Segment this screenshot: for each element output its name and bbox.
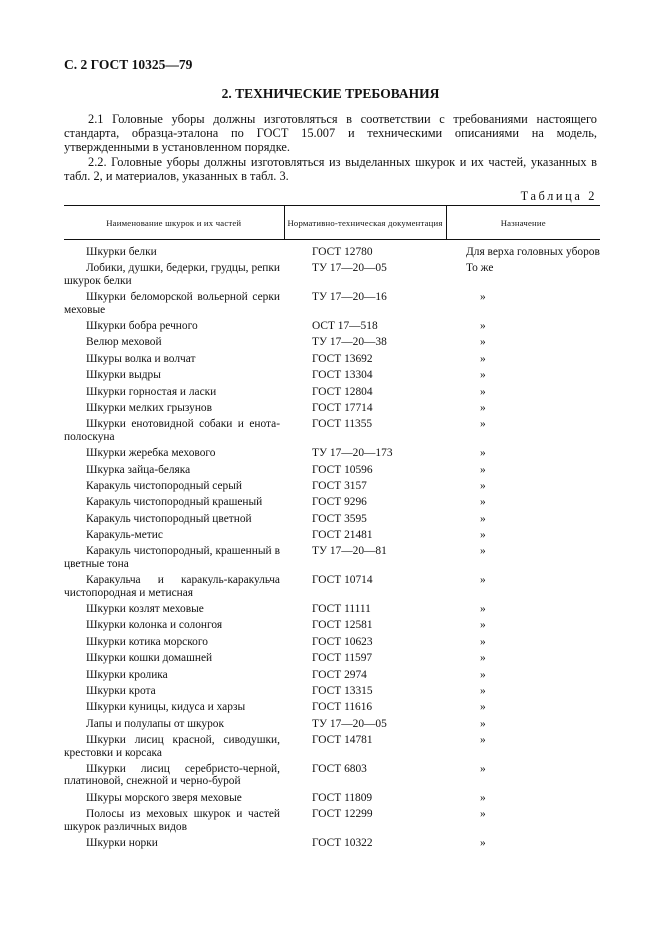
cell-material-name	[64, 494, 284, 510]
cell-documentation: ГОСТ 9296	[312, 496, 367, 509]
cell-material-name	[64, 601, 284, 617]
header-purpose: Назначение	[446, 206, 600, 240]
material-name-text: Шкурки мелких грызунов	[86, 401, 212, 414]
cell-purpose: »	[480, 652, 486, 665]
cell-documentation: ТУ 17—20—173	[312, 447, 393, 460]
table-row	[64, 835, 600, 851]
table-row	[64, 350, 600, 366]
table-row	[64, 683, 600, 699]
table-row	[64, 789, 600, 805]
cell-documentation: ТУ 17—20—05	[312, 717, 387, 730]
cell-documentation: ГОСТ 3595	[312, 512, 367, 525]
cell-documentation: ГОСТ 10623	[312, 635, 373, 648]
paragraph-2-2: 2.2. Головные уборы должны изготовляться из выделанных шкурок и их частей, указанных в табл. 2, и материалов, указанных в табл. 3.	[64, 155, 597, 184]
cell-documentation: ГОСТ 12581	[312, 619, 373, 632]
material-name-text: Каракульча и каракуль-каракульча чистопородная и метисная	[64, 574, 280, 599]
material-name-text: Каракуль чистопородный цветной	[86, 512, 252, 525]
cell-documentation: ГОСТ 21481	[312, 529, 373, 542]
header-name: Наименование шкурок и их частей	[64, 206, 284, 240]
cell-purpose: »	[480, 791, 486, 804]
material-name-text: Шкуры морского зверя меховые	[86, 791, 242, 804]
material-name-text: Шкурки козлят меховые	[86, 603, 204, 616]
cell-purpose: »	[480, 463, 486, 476]
table-row	[64, 367, 600, 383]
table-row	[64, 318, 600, 334]
cell-material-name	[64, 650, 284, 666]
cell-purpose: »	[480, 808, 486, 821]
table-row	[64, 445, 600, 461]
cell-purpose: »	[480, 352, 486, 365]
material-name-text: Шкурки колонка и солонгоя	[86, 619, 223, 632]
table-row	[64, 510, 600, 526]
table-header-row	[64, 206, 600, 240]
cell-documentation: ТУ 17—20—81	[312, 545, 387, 558]
material-name-text: Шкурки норки	[86, 836, 158, 849]
cell-material-name	[64, 835, 284, 851]
cell-purpose: »	[480, 717, 486, 730]
cell-documentation: ГОСТ 3157	[312, 479, 367, 492]
cell-purpose: »	[480, 545, 486, 558]
cell-material-name	[64, 445, 284, 461]
cell-purpose: »	[480, 418, 486, 431]
material-name-text: Каракуль чистопородный крашеный	[86, 496, 263, 509]
table-row	[64, 617, 600, 633]
cell-documentation: ГОСТ 11111	[312, 603, 371, 616]
material-name-text: Шкурки выдры	[86, 369, 161, 382]
cell-material-name	[64, 350, 284, 366]
cell-material-name	[64, 543, 284, 572]
cell-purpose: »	[480, 385, 486, 398]
material-name-text: Шкурки енотовидной собаки и енота-полоскуна	[64, 418, 280, 443]
material-name-text: Шкурки котика морского	[86, 635, 208, 648]
cell-material-name	[64, 478, 284, 494]
cell-purpose: »	[480, 635, 486, 648]
material-name-text: Шкурки горностая и ласки	[86, 385, 217, 398]
table-row	[64, 461, 600, 477]
table-row	[64, 732, 600, 761]
material-name-text: Шкурки беломорской вольерной серки меховые	[64, 291, 280, 316]
table-row	[64, 543, 600, 572]
cell-material-name	[64, 289, 284, 318]
table-row	[64, 416, 600, 445]
table-caption: Таблица 2	[520, 189, 597, 203]
cell-material-name	[64, 416, 284, 445]
cell-material-name	[64, 510, 284, 526]
cell-documentation: ТУ 17—20—38	[312, 336, 387, 349]
cell-material-name	[64, 400, 284, 416]
material-name-text: Каракуль чистопородный, крашенный в цветные тона	[64, 545, 280, 570]
cell-purpose: »	[480, 319, 486, 332]
table-row	[64, 478, 600, 494]
material-name-text: Шкурки кошки домашней	[86, 652, 213, 665]
cell-documentation: ГОСТ 11355	[312, 418, 373, 431]
cell-material-name	[64, 666, 284, 682]
cell-purpose: »	[480, 603, 486, 616]
cell-purpose: »	[480, 619, 486, 632]
cell-documentation: ГОСТ 12804	[312, 385, 373, 398]
table-row	[64, 494, 600, 510]
cell-material-name	[64, 683, 284, 699]
cell-material-name	[64, 334, 284, 350]
page-header: С. 2 ГОСТ 10325—79	[64, 57, 193, 72]
material-name-text: Шкурки жеребка мехового	[86, 447, 216, 460]
cell-documentation: ГОСТ 17714	[312, 401, 373, 414]
table-row	[64, 334, 600, 350]
cell-purpose: »	[480, 479, 486, 492]
cell-purpose: »	[480, 496, 486, 509]
material-name-text: Шкурки белки	[86, 246, 157, 258]
cell-material-name	[64, 617, 284, 633]
cell-material-name	[64, 367, 284, 383]
table-row	[64, 601, 600, 617]
cell-purpose: »	[480, 734, 486, 747]
cell-material-name	[64, 789, 284, 805]
material-name-text: Полосы из меховых шкурок и частей шкурок различных видов	[64, 808, 280, 833]
cell-material-name	[64, 732, 284, 761]
section-title: 2. ТЕХНИЧЕСКИЕ ТРЕБОВАНИЯ	[221, 86, 440, 101]
cell-purpose: »	[480, 369, 486, 382]
cell-documentation: ГОСТ 11809	[312, 791, 373, 804]
cell-purpose: »	[480, 762, 486, 775]
cell-material-name	[64, 699, 284, 715]
cell-documentation: ТУ 17—20—05	[312, 262, 387, 275]
cell-purpose: »	[480, 447, 486, 460]
cell-purpose: »	[480, 529, 486, 542]
material-name-text: Велюр меховой	[86, 336, 162, 349]
cell-material-name	[64, 527, 284, 543]
cell-material-name	[64, 318, 284, 334]
cell-purpose: Для верха головных уборов	[466, 246, 600, 258]
table-row	[64, 666, 600, 682]
table-row	[64, 260, 600, 289]
cell-material-name	[64, 240, 284, 261]
cell-documentation: ТУ 17—20—16	[312, 291, 387, 304]
table-row	[64, 383, 600, 399]
table-body	[64, 240, 600, 851]
cell-purpose: »	[480, 512, 486, 525]
cell-documentation: ГОСТ 13315	[312, 685, 373, 698]
cell-purpose: »	[480, 401, 486, 414]
cell-documentation: ГОСТ 10322	[312, 836, 373, 849]
cell-documentation: ГОСТ 10596	[312, 463, 373, 476]
material-name-text: Шкурки кролика	[86, 668, 168, 681]
table-row	[64, 715, 600, 731]
materials-table	[64, 205, 600, 851]
cell-documentation: ГОСТ 11616	[312, 701, 373, 714]
cell-documentation: ГОСТ 14781	[312, 734, 373, 747]
cell-purpose: »	[480, 291, 486, 304]
table-row	[64, 572, 600, 601]
table-row	[64, 806, 600, 835]
material-name-text: Шкурки лисиц красной, сиводушки, крестовки и корсака	[64, 734, 280, 759]
cell-purpose: »	[480, 336, 486, 349]
material-name-text: Шкурка зайца-беляка	[86, 463, 191, 476]
cell-purpose: »	[480, 574, 486, 587]
cell-material-name	[64, 761, 284, 790]
cell-material-name	[64, 715, 284, 731]
cell-material-name	[64, 572, 284, 601]
cell-documentation: ГОСТ 11597	[312, 652, 373, 665]
cell-purpose: »	[480, 668, 486, 681]
cell-documentation: ГОСТ 13304	[312, 369, 373, 382]
material-name-text: Каракуль чистопородный серый	[86, 479, 242, 492]
cell-material-name	[64, 806, 284, 835]
material-name-text: Шкурки лисиц серебристо-черной, платиновой, снежной и черно-бурой	[64, 762, 280, 788]
paragraph-2-1: 2.1 Головные уборы должны изготовляться в соответствии с требованиями настоящего стандарта, образца-эталона по ГОСТ 15.007 и техническими описаниями на модель, утвержденными в установленном порядке.	[64, 112, 597, 155]
material-name-text: Шкуры волка и волчат	[86, 352, 196, 365]
cell-material-name	[64, 633, 284, 649]
table-row	[64, 633, 600, 649]
cell-purpose: То же	[466, 262, 494, 275]
material-name-text: Шкурки куницы, кидуса и харзы	[86, 701, 246, 714]
material-name-text: Шкурки бобра речного	[86, 319, 198, 332]
table-row	[64, 289, 600, 318]
header-documentation: Нормативно-техническая документация	[284, 206, 446, 240]
material-name-text: Шкурки крота	[86, 685, 156, 698]
cell-documentation: ГОСТ 2974	[312, 668, 367, 681]
cell-purpose: »	[480, 685, 486, 698]
material-name-text: Лапы и полулапы от шкурок	[86, 717, 225, 730]
cell-documentation: ГОСТ 6803	[312, 762, 367, 775]
table-row	[64, 400, 600, 416]
table-row	[64, 527, 600, 543]
cell-purpose: »	[480, 836, 486, 849]
cell-material-name	[64, 383, 284, 399]
cell-material-name	[64, 260, 284, 289]
material-name-text: Лобики, душки, бедерки, грудцы, репки шкурок белки	[64, 262, 280, 287]
cell-documentation: ГОСТ 10714	[312, 574, 373, 587]
table-row	[64, 650, 600, 666]
cell-documentation: ГОСТ 12299	[312, 808, 373, 821]
material-name-text: Каракуль-метис	[86, 529, 163, 542]
cell-purpose: »	[480, 701, 486, 714]
table-row	[64, 240, 600, 261]
table-row	[64, 699, 600, 715]
cell-documentation: ОСТ 17—518	[312, 319, 378, 332]
cell-material-name	[64, 461, 284, 477]
cell-documentation: ГОСТ 13692	[312, 352, 373, 365]
table-row	[64, 761, 600, 790]
cell-documentation: ГОСТ 12780	[312, 246, 373, 258]
